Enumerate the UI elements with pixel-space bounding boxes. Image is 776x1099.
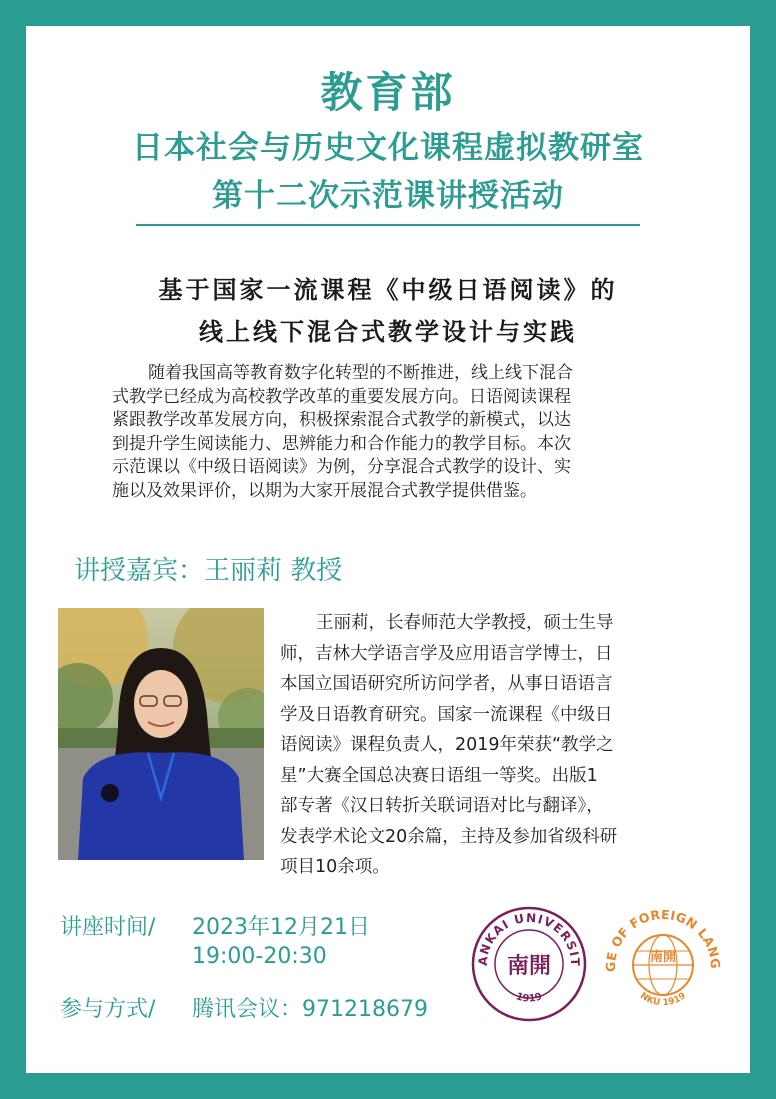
bio-line: 项目10余项。 [280, 857, 390, 877]
college-of-foreign-languages-seal [601, 905, 725, 1029]
poster-subtitle-2: 第十二次示范课讲授活动 [212, 178, 564, 214]
bio-line: 部专著《汉日转折关联词语对比与翻译》， [280, 796, 604, 816]
bio-line: 星”大赛全国总决赛日语组一等奖。出版1 [280, 765, 598, 786]
speaker-bio [280, 608, 740, 883]
intro-paragraph [112, 362, 672, 503]
bio-line: 语阅读》课程负责人，2019年荣获“教学之 [280, 735, 614, 755]
session-title-line-1: 基于国家一流课程《中级日语阅读》的 [158, 275, 618, 304]
poster-title: 教育部 [320, 68, 456, 117]
lecture-time: 19:00-20:30 [192, 944, 327, 969]
poster-subtitle-1: 日本社会与历史文化课程虚拟教研室 [132, 130, 644, 166]
svg-text:NKU 1919 [638, 991, 688, 1008]
intro-line: 式教学已经成为高校教学改革的重要发展方向。日语阅读课程 [112, 386, 571, 407]
svg-text:1919 [514, 991, 543, 1004]
nankai-seal-text: ANKAI UNIVERSIT [475, 910, 583, 968]
title-divider [136, 224, 640, 226]
nankai-seal-glyph: 南開 [506, 953, 552, 979]
speaker-photo [58, 608, 264, 860]
intro-line: 示范课以《中级日语阅读》为例，分享混合式教学的设计、实 [112, 457, 571, 477]
bio-line: 王丽莉，长春师范大学教授，硕士生导 [316, 613, 614, 633]
nankai-university-seal [470, 905, 588, 1023]
bio-line: 师，吉林大学语言学及应用语言学博士，日 [280, 643, 613, 664]
intro-line: 随着我国高等教育数字化转型的不断推进，线上线下混合 [148, 363, 573, 383]
session-title-line-2: 线上线下混合式教学设计与实践 [199, 317, 577, 346]
college-seal-text: GE OF FOREIGN LANG [602, 906, 724, 973]
nankai-seal-year: 1919 [514, 991, 544, 1005]
college-seal-year: NKU 1919 [638, 991, 688, 1009]
meeting-id: 腾讯会议：971218679 [192, 997, 428, 1022]
lecture-date: 2023年12月21日 [192, 915, 370, 940]
bio-line: 发表学术论文20余篇，主持及参加省级科研 [280, 826, 618, 847]
bio-line: 本国立国语研究所访问学者，从事日语语言 [280, 674, 613, 694]
bio-line: 学及日语教育研究。国家一流课程《中级日 [280, 704, 613, 725]
intro-line: 到提升学生阅读能力、思辨能力和合作能力的教学目标。本次 [112, 433, 571, 454]
lecture-time-label: 讲座时间/ [60, 915, 156, 940]
intro-line: 施以及效果评价，以期为大家开展混合式教学提供借鉴。 [112, 480, 537, 501]
join-method-label: 参与方式/ [60, 997, 156, 1022]
guest-heading: 讲授嘉宾：王丽莉 教授 [74, 556, 343, 586]
intro-line: 紧跟教学改革发展方向，积极探索混合式教学的新模式，以达 [112, 410, 571, 430]
college-seal-glyph: 南開 [649, 950, 677, 965]
